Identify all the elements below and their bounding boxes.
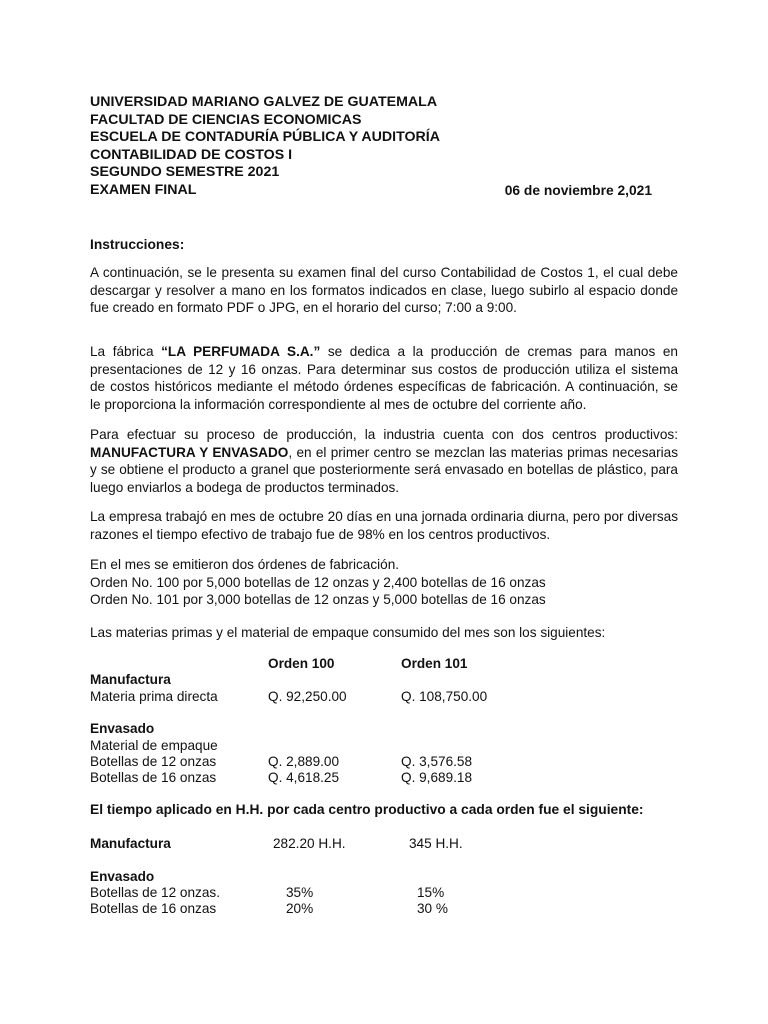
materials-table-header [90,655,690,672]
header-semester: SEGUNDO SEMESTRE 2021 [90,164,280,180]
row-label: Botellas de 12 onzas. [90,885,220,900]
text-line: presentaciones de 12 y 16 onzas. Para determinar sus costos de producción utiliza el sistema [90,361,678,377]
cell-orden-100: Q. 4,618.25 [268,770,340,785]
exam-date: 06 de noviembre 2,021 [504,183,652,198]
header-school: ESCUELA DE CONTADURÍA PÚBLICA Y AUDITORÍA [90,129,440,145]
column-header-orden-101: Orden 101 [401,656,468,671]
cell-orden-100: Q. 92,250.00 [268,689,347,704]
row-label: Materia prima directa [90,689,218,704]
header-university: UNIVERSIDAD MARIANO GALVEZ DE GUATEMALA [90,94,438,110]
cell-orden-101: 15% [417,885,445,900]
section-label: Manufactura [90,672,171,687]
text-line: luego enviarlos a bodega de productos terminados. [90,480,400,496]
text-run: , en el primer centro se mezclan las materias primas necesarias [288,444,678,460]
cell-orden-100: 20% [286,901,314,916]
text-line: razones el tiempo efectivo de trabajo fue de 98% en los centros productivos. [90,526,551,542]
section-label-manufactura [90,671,690,688]
text-run: se dedica a la producción de cremas para manos en [320,344,678,359]
instructions-heading: Instrucciones: [90,237,185,252]
cell-orden-101: Q. 9,689.18 [401,770,473,785]
cell-orden-100: Q. 2,889.00 [268,754,340,769]
section-label: Envasado [90,869,155,884]
section-label-envasado [90,720,690,737]
cell-orden-101: 30 % [417,901,448,916]
text-line: fue creado en formato PDF o JPG, en el horario del curso; 7:00 a 9:00. [90,300,517,316]
text-line: Las materias primas y el material de empaque consumido del mes son los siguientes: [90,625,606,640]
cell-orden-100: 282.20 H.H. [273,836,346,851]
instructions-paragraph [90,264,678,317]
header-exam-title: EXAMEN FINAL [90,181,197,198]
text-line: le proporciona la información correspondiente al mes de octubre del corriente año. [90,397,587,413]
process-paragraph [90,426,678,497]
cell-orden-101: Q. 108,750.00 [401,689,488,704]
text-line: Orden No. 100 por 5,000 botellas de 12 onzas y 2,400 botellas de 16 onzas [90,574,546,590]
section-label-envasado-time [90,868,690,885]
section-label: Envasado [90,721,155,736]
text-line [90,343,678,361]
text-line [90,444,678,462]
text-run: La fábrica [90,344,162,359]
table-row [90,769,690,786]
cell-orden-100: 35% [286,885,314,900]
company-paragraph [90,343,678,414]
row-label: Manufactura [90,836,171,851]
table-row [90,884,690,901]
orders-paragraph [90,556,678,609]
header-faculty: FACULTAD DE CIENCIAS ECONOMICAS [90,111,362,128]
text-line: A continuación, se le presenta su examen final del curso Contabilidad de Costos 1, el cual debe [90,265,678,280]
text-line: En el mes se emitieron dos órdenes de fabricación. [90,557,400,572]
table-row [90,900,690,917]
table-row [90,835,690,852]
table-row [90,737,690,754]
table-row [90,688,690,705]
row-label: Botellas de 16 onzas [90,770,217,785]
text-line: y se obtiene el producto a granel que posteriormente será envasado en botellas de plástico, para [90,462,678,478]
cell-orden-101: 345 H.H. [409,836,463,851]
row-label: Botellas de 16 onzas [90,901,217,916]
text-line: La empresa trabajó en mes de octubre 20 días en una jornada ordinaria diurna, pero por diversas [90,509,678,524]
company-name: “LA PERFUMADA S.A.” [161,344,321,359]
table-row [90,753,690,770]
text-line: Orden No. 101 por 3,000 botellas de 12 onzas y 5,000 botellas de 16 onzas [90,592,546,608]
header-course: CONTABILIDAD DE COSTOS I [90,146,293,163]
column-header-orden-100: Orden 100 [268,656,335,671]
text-line: descargar y resolver a mano en los formatos indicados en clase, luego subirlo al espacio donde [90,282,678,298]
production-centers: MANUFACTURA Y ENVASADO [90,444,289,460]
cell-orden-101: Q. 3,576.58 [401,754,473,769]
workdays-paragraph [90,508,678,543]
text-line: de costos históricos mediante el método órdenes específicas de fabricación. A continuación, se [90,379,678,395]
materials-intro [90,624,678,642]
time-applied-heading: El tiempo aplicado en H.H. por cada centro productivo a cada orden fue el siguiente: [90,802,644,817]
text-line: Para efectuar su proceso de producción, la industria cuenta con dos centros productivos: [90,427,678,442]
row-label: Material de empaque [90,738,218,753]
row-label: Botellas de 12 onzas [90,754,217,769]
